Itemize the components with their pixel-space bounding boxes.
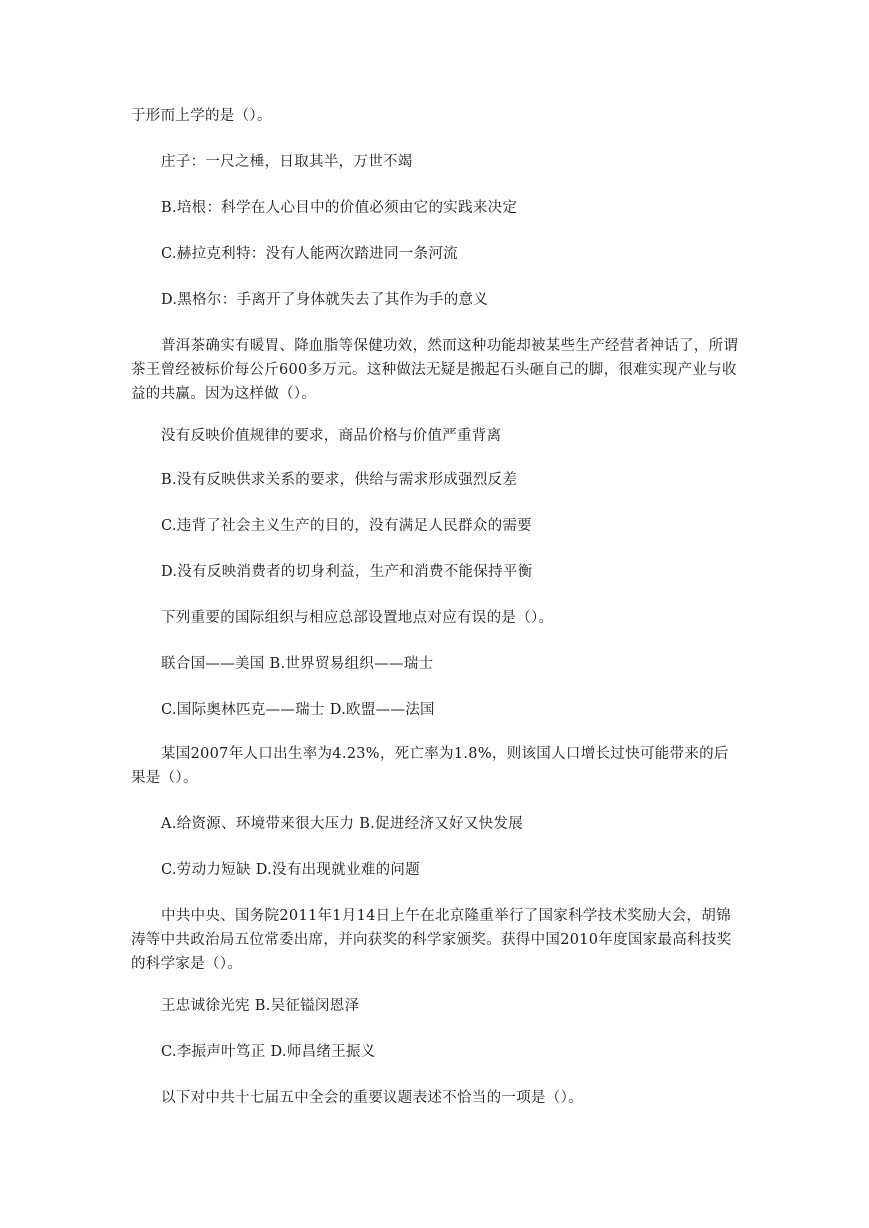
paragraph-question: 普洱茶确实有暖胃、降血脂等保健功效，然而这种功能却被某些生产经营者神话了，所谓茶王曾经被标价每公斤600多万元。这种做法无疑是搬起石头砸自己的脚，很难实现产业与收益的共赢。因为这样做（）。 [131, 338, 739, 402]
paragraph-option-b: B.没有反映供求关系的要求，供给与需求形成强烈反差 [161, 472, 518, 488]
paragraph-question: 中共中央、国务院2011年1月14日上午在北京隆重举行了国家科学技术奖励大会，胡锦涛等中共政治局五位常委出席，并向获奖的科学家颁奖。获得中国2010年度国家最高科技奖的科学家是（）。 [131, 908, 732, 972]
paragraph-option-d: D.黑格尔：手离开了身体就失去了其作为手的意义 [161, 292, 489, 308]
paragraph-option-a: 没有反映价值规律的要求，商品价格与价值严重背离 [161, 428, 502, 444]
paragraph-options-ab: 联合国——美国 B.世界贸易组织——瑞士 [161, 656, 434, 672]
paragraph-option-a: 庄子：一尺之棰，日取其半，万世不竭 [161, 154, 413, 170]
paragraph-options-ab: 王忠诚徐光宪 B.吴征镒闵恩泽 [161, 998, 360, 1014]
paragraph-options-cd: C.李振声叶笃正 D.师昌绪王振义 [161, 1044, 376, 1060]
paragraph-question: 下列重要的国际组织与相应总部设置地点对应有误的是（）。 [161, 610, 554, 626]
paragraph-option-d: D.没有反映消费者的切身利益，生产和消费不能保持平衡 [161, 564, 533, 580]
paragraph-question: 以下对中共十七届五中全会的重要议题表述不恰当的一项是（）。 [161, 1090, 583, 1106]
paragraph-options-ab: A.给资源、环境带来很大压力 B.促进经济又好又快发展 [161, 816, 524, 832]
paragraph-option-c: C.赫拉克利特：没有人能两次踏进同一条河流 [161, 246, 458, 262]
paragraph-option-c: C.违背了社会主义生产的目的，没有满足人民群众的需要 [161, 518, 532, 534]
paragraph-options-cd: C.劳动力短缺 D.没有出现就业难的问题 [161, 862, 421, 878]
paragraph-option-b: B.培根：科学在人心目中的价值必须由它的实践来决定 [161, 200, 518, 216]
paragraph-question: 某国2007年人口出生率为4.23%，死亡率为1.8%，则该国人口增长过快可能带来的后果是（）。 [131, 746, 729, 786]
paragraph-options-cd: C.国际奥林匹克——瑞士 D.欧盟——法国 [161, 702, 435, 718]
paragraph-question-continuation: 于形而上学的是（）。 [131, 108, 272, 124]
